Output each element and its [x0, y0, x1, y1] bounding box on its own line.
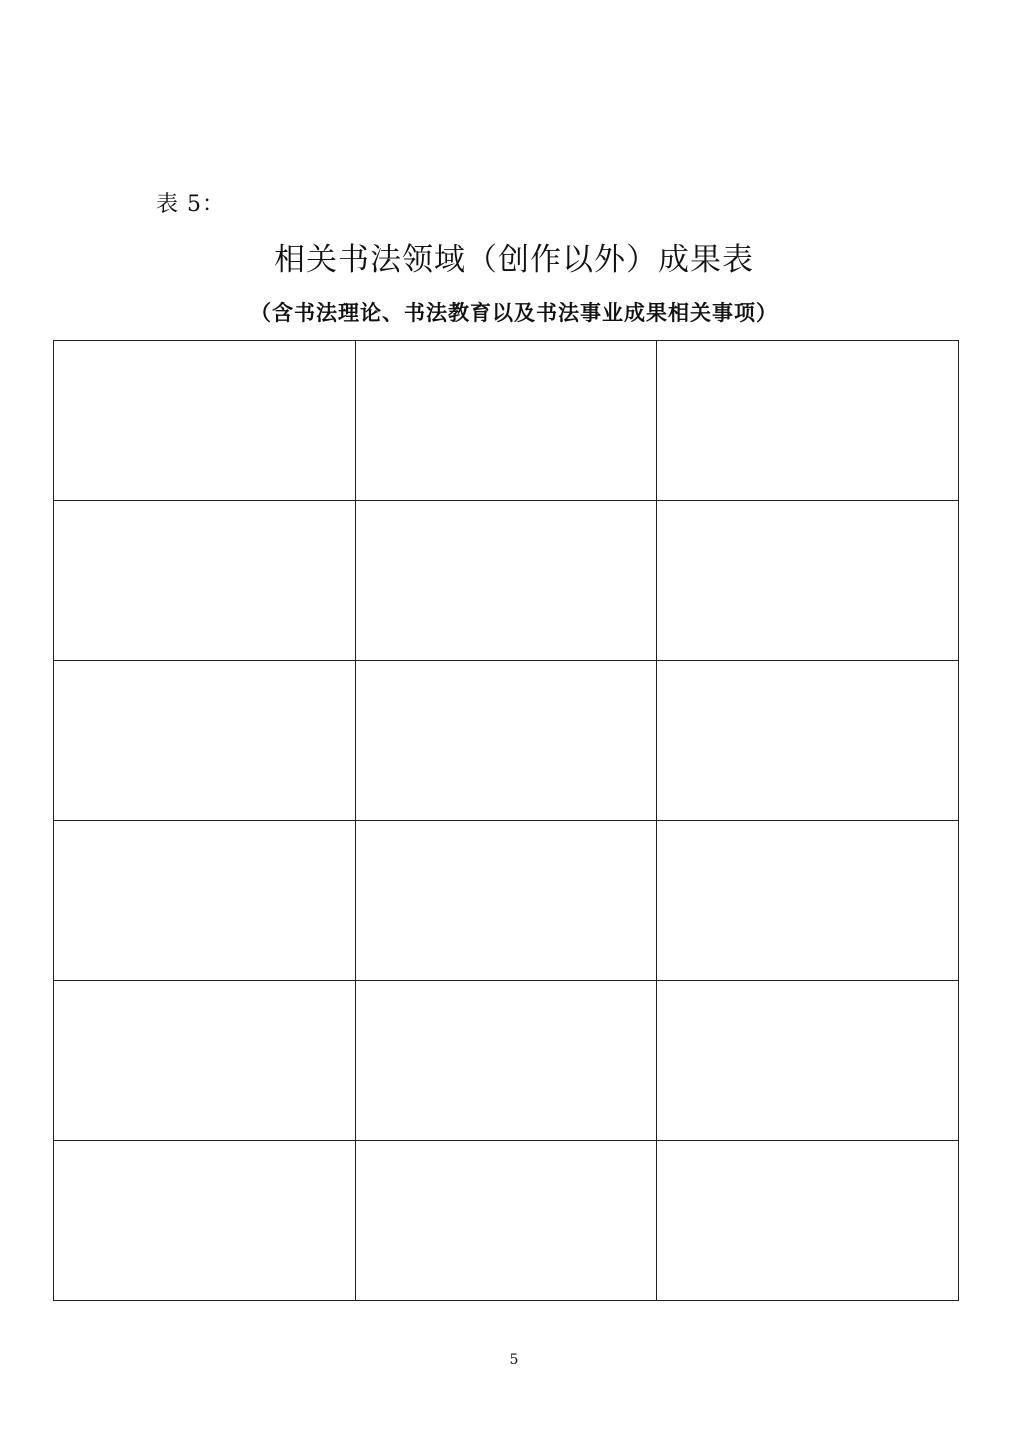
table-cell [54, 821, 356, 981]
table-label: 表 5： [156, 192, 225, 217]
page-subtitle: （含书法理论、书法教育以及书法事业成果相关事项） [250, 300, 778, 325]
page-number: 5 [509, 1352, 519, 1368]
table-cell [355, 501, 657, 661]
table-cell [355, 821, 657, 981]
table-cell [657, 501, 959, 661]
table-cell [657, 1141, 959, 1301]
table-cell [657, 341, 959, 501]
table-cell [355, 1141, 657, 1301]
page-title: 相关书法领域（创作以外）成果表 [274, 242, 754, 278]
table-cell [54, 661, 356, 821]
table-cell [54, 341, 356, 501]
table-cell [657, 821, 959, 981]
table-cell [657, 981, 959, 1141]
table-row [54, 661, 959, 821]
table-cell [54, 501, 356, 661]
table-row [54, 1141, 959, 1301]
results-table [53, 340, 959, 1301]
table-cell [355, 661, 657, 821]
table-cell [54, 1141, 356, 1301]
table-row [54, 981, 959, 1141]
table-row [54, 821, 959, 981]
table-cell [355, 341, 657, 501]
table-row [54, 341, 959, 501]
table-cell [355, 981, 657, 1141]
table-cell [54, 981, 356, 1141]
table-cell [657, 661, 959, 821]
table-row [54, 501, 959, 661]
